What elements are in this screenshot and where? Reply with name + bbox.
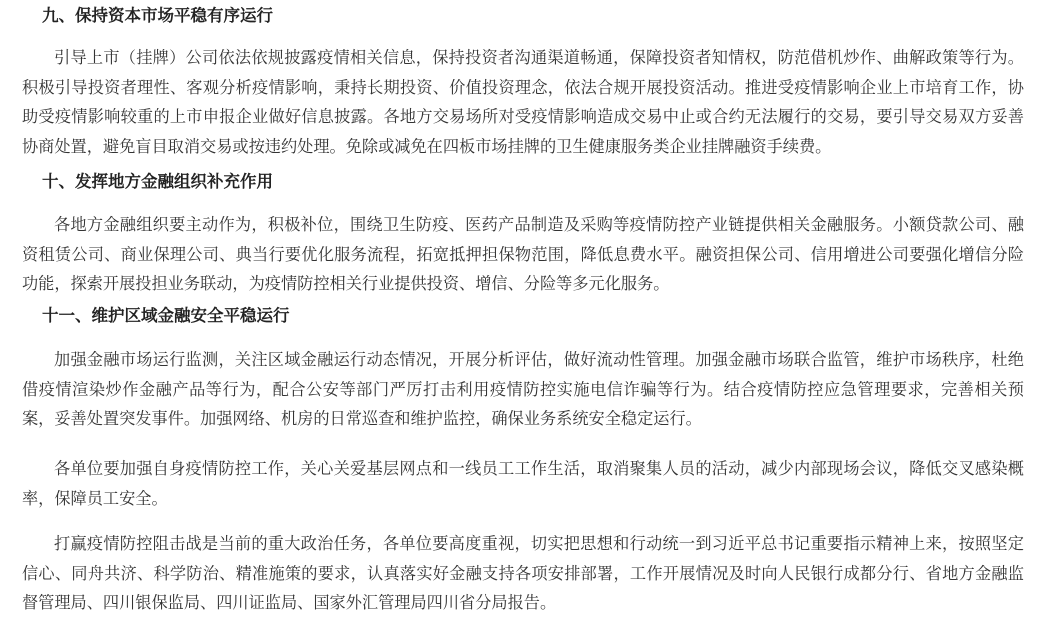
section-11-paragraph-1: 加强金融市场运行监测，关注区域金融运行动态情况，开展分析评估，做好流动性管理。加强金融市场联合监管，维护市场秩序，杜绝借疫情渲染炒作金融产品等行为，配合公安等部门严厉打击利用疫情防控实施电信诈骗等行为。结合疫情防控应急管理要求，完善相关预案，妥善处置突发事件。加强网络、机房的日常巡查和维护监控，确保业务系统安全稳定运行。 [22, 350, 1024, 428]
section-9-paragraph: 引导上市（挂牌）公司依法依规披露疫情相关信息，保持投资者沟通渠道畅通，保障投资者知情权，防范借机炒作、曲解政策等行为。积极引导投资者理性、客观分析疫情影响，秉持长期投资、价值投资理念，依法合规开展投资活动。推进受疫情影响企业上市培育工作，协助受疫情影响较重的上市申报企业做好信息披露。各地方交易场所对受疫情影响造成交易中止或合约无法履行的交易，要引导交易双方妥善协商处置，避免盲目取消交易或按违约处理。免除或减免在四板市场挂牌的卫生健康服务类企业挂牌融资手续费。 [22, 48, 1024, 156]
section-10-paragraph: 各地方金融组织要主动作为，积极补位，围绕卫生防疫、医药产品制造及采购等疫情防控产业链提供相关金融服务。小额贷款公司、融资租赁公司、商业保理公司、典当行要优化服务流程，拓宽抵押担保物范围，降低息费水平。融资担保公司、信用增进公司要强化增信分险功能，探索开展投担业务联动，为疫情防控相关行业提供投资、增信、分险等多元化服务。 [22, 215, 1024, 293]
section-heading-11: 十一、维护区域金融安全平稳运行 [42, 306, 290, 325]
section-heading-10: 十、发挥地方金融组织补充作用 [42, 172, 273, 191]
section-11-paragraph-2: 各单位要加强自身疫情防控工作，关心关爱基层网点和一线员工工作生活，取消聚集人员的活动，减少内部现场会议，降低交叉感染概率，保障员工安全。 [22, 459, 1024, 508]
section-heading-9: 九、保持资本市场平稳有序运行 [42, 6, 273, 25]
closing-paragraph: 打赢疫情防控阻击战是当前的重大政治任务，各单位要高度重视，切实把思想和行动统一到习近平总书记重要指示精神上来，按照坚定信心、同舟共济、科学防治、精准施策的要求，认真落实好金融支持各项安排部署，工作开展情况及时向人民银行成都分行、省地方金融监督管理局、四川银保监局、四川证监局、国家外汇管理局四川省分局报告。 [22, 534, 1024, 612]
